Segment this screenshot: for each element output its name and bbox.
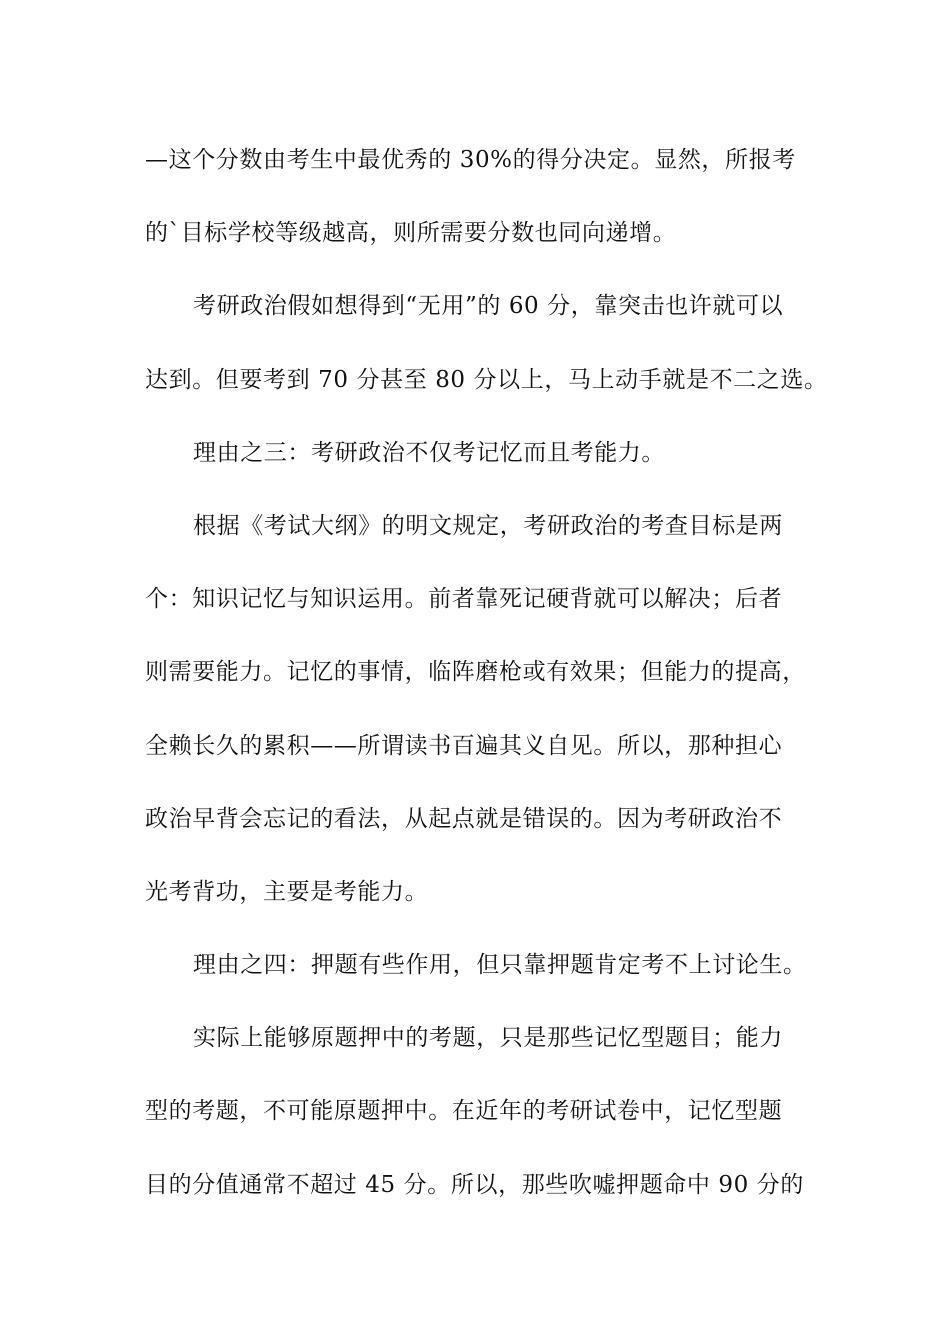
text-line-4: 达到。但要考到 70 分甚至 80 分以上，马上动手就是不二之选。 [145, 366, 828, 393]
text-line-13: 实际上能够原题押中的考题，只是那些记忆型题目；能力 [193, 1025, 783, 1052]
text-line-8: 则需要能力。记忆的事情，临阵磨枪或有效果；但能力的提高， [145, 659, 806, 686]
text-line-14: 型的考题，不可能原题押中。在近年的考研试卷中，记忆型题 [145, 1098, 783, 1125]
text-line-11: 光考背功，主要是考能力。 [145, 878, 429, 905]
text-line-7: 个：知识记忆与知识运用。前者靠死记硬背就可以解决；后者 [145, 586, 783, 613]
text-line-2: 的`目标学校等级越高，则所需要分数也同向递增。 [145, 220, 677, 247]
text-line-1: —这个分数由考生中最优秀的 30%的得分决定。显然，所报考 [145, 147, 796, 173]
body-text [145, 124, 828, 1222]
text-line-15: 目的分值通常不超过 45 分。所以，那些吹嘘押题命中 90 分的 [145, 1171, 804, 1198]
text-line-6: 根据《考试大纲》的明文规定，考研政治的考查目标是两 [193, 512, 783, 539]
text-line-10: 政治早背会忘记的看法，从起点就是错误的。因为考研政治不 [145, 805, 783, 832]
text-line-9: 全赖长久的累积——所谓读书百遍其义自见。所以，那种担心 [145, 732, 783, 759]
section-heading-reason-4: 理由之四：押题有些作用，但只靠押题肯定考不上讨论生。 [193, 952, 807, 979]
text-line-3: 考研政治假如想得到“无用”的 60 分，靠突击也许就可以 [193, 293, 784, 320]
section-heading-reason-3: 理由之三：考研政治不仅考记忆而且考能力。 [193, 439, 665, 466]
